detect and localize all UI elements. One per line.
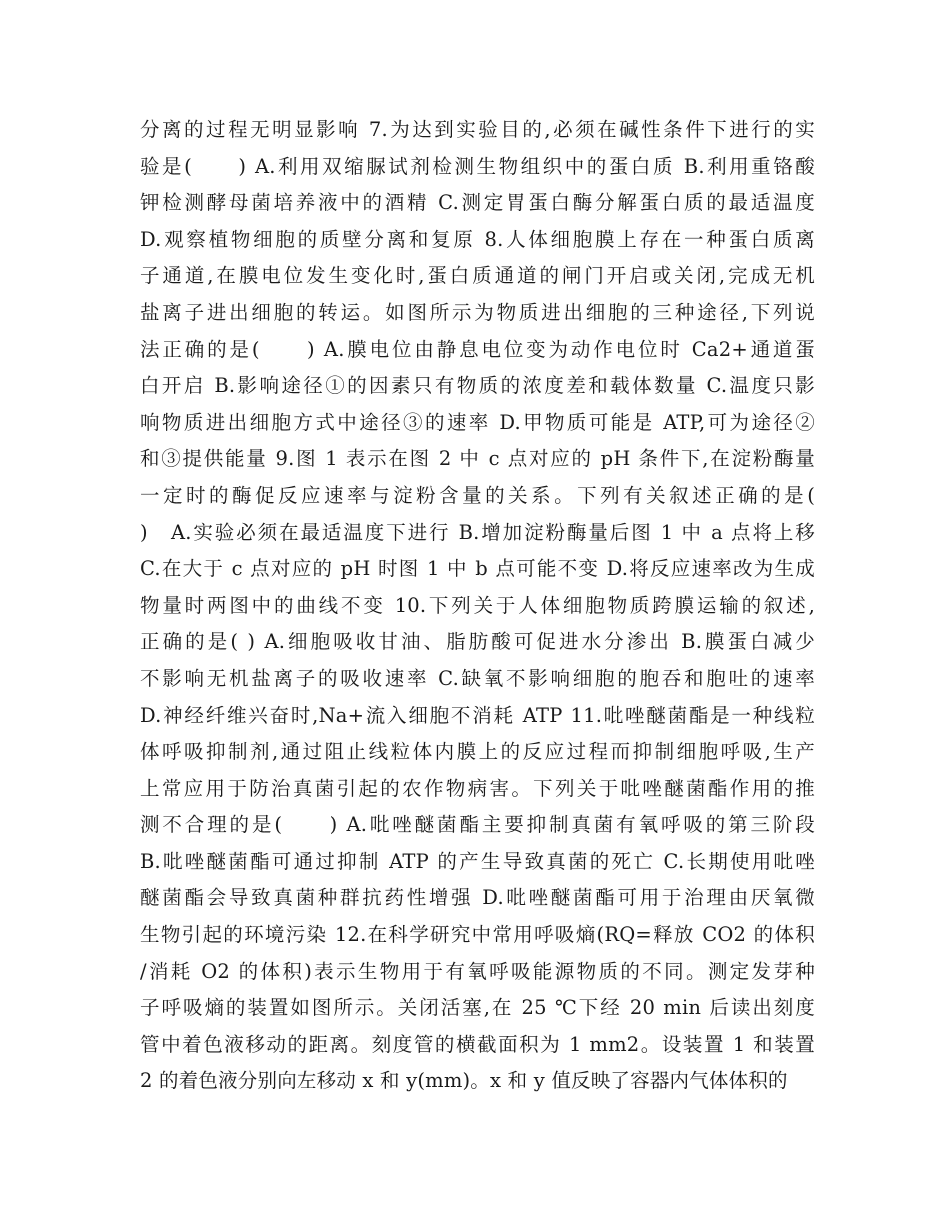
text-line: 分离的过程无明显影响 7.为达到实验目的,必须在碱性条件下进行的实 bbox=[140, 118, 815, 141]
text-line: 不影响无机盐离子的吸收速率 C.缺氧不影响细胞的胞吞和胞吐的速率 bbox=[140, 666, 815, 690]
text-line: 正确的是( ) A.细胞吸收甘油、脂肪酸可促进水分渗出 B.膜蛋白减少 bbox=[140, 630, 815, 654]
text-line: 和③提供能量 9.图 1 表示在图 2 中 c 点对应的 pH 条件下,在淀粉酶量 bbox=[140, 447, 815, 471]
text-line: 2 的着色液分别向左移动 x 和 y(mm)。x 和 y 值反映了容器内气体体积的 bbox=[140, 1069, 788, 1093]
text-line: 盐离子进出细胞的转运。如图所示为物质进出细胞的三种途径,下列说 bbox=[140, 300, 815, 324]
text-line: /消耗 O2 的体积)表示生物用于有氧呼吸能源物质的不同。测定发芽种 bbox=[140, 959, 815, 983]
text-line: 钾检测酵母菌培养液中的酒精 C.测定胃蛋白酶分解蛋白质的最适温度 bbox=[140, 191, 815, 215]
question-text-block bbox=[140, 112, 815, 1100]
text-line: ) A.实验必须在最适温度下进行 B.增加淀粉酶量后图 1 中 a 点将上移 bbox=[140, 520, 815, 544]
text-line: D.观察植物细胞的质壁分离和复原 8.人体细胞膜上存在一种蛋白质离 bbox=[140, 227, 815, 251]
text-line: 法正确的是( ) A.膜电位由静息电位变为动作电位时 Ca2+通道蛋 bbox=[140, 337, 815, 361]
text-line: 一定时的酶促反应速率与淀粉含量的关系。下列有关叙述正确的是( bbox=[140, 483, 815, 507]
text-line: 物量时两图中的曲线不变 10.下列关于人体细胞物质跨膜运输的叙述, bbox=[140, 593, 815, 617]
text-line: 醚菌酯会导致真菌种群抗药性增强 D.吡唑醚菌酯可用于治理由厌氧微 bbox=[140, 886, 815, 910]
text-line: 响物质进出细胞方式中途径③的速率 D.甲物质可能是 ATP,可为途径② bbox=[140, 410, 815, 434]
text-line: 子呼吸熵的装置如图所示。关闭活塞,在 25 ℃下经 20 min 后读出刻度 bbox=[140, 996, 815, 1020]
text-line: 白开启 B.影响途径①的因素只有物质的浓度差和载体数量 C.温度只影 bbox=[140, 374, 815, 398]
text-line: 管中着色液移动的距离。刻度管的横截面积为 1 mm2。设装置 1 和装置 bbox=[140, 1032, 815, 1056]
text-line: 生物引起的环境污染 12.在科学研究中常用呼吸熵(RQ=释放 CO2 的体积 bbox=[140, 923, 815, 947]
text-line: C.在大于 c 点对应的 pH 时图 1 中 b 点可能不变 D.将反应速率改为生成 bbox=[140, 557, 815, 581]
text-line: 验是( ) A.利用双缩脲试剂检测生物组织中的蛋白质 B.利用重铬酸 bbox=[140, 154, 815, 178]
text-line: 体呼吸抑制剂,通过阻止线粒体内膜上的反应过程而抑制细胞呼吸,生产 bbox=[140, 740, 815, 764]
text-line: 测不合理的是( ) A.吡唑醚菌酯主要抑制真菌有氧呼吸的第三阶段 bbox=[140, 813, 815, 837]
text-line: 上常应用于防治真菌引起的农作物病害。下列关于吡唑醚菌酯作用的推 bbox=[140, 776, 815, 800]
text-line: D.神经纤维兴奋时,Na+流入细胞不消耗 ATP 11.吡唑醚菌酯是一种线粒 bbox=[140, 703, 815, 727]
text-line: 子通道,在膜电位发生变化时,蛋白质通道的闸门开启或关闭,完成无机 bbox=[140, 264, 815, 288]
text-line: B.吡唑醚菌酯可通过抑制 ATP 的产生导致真菌的死亡 C.长期使用吡唑 bbox=[140, 849, 815, 873]
